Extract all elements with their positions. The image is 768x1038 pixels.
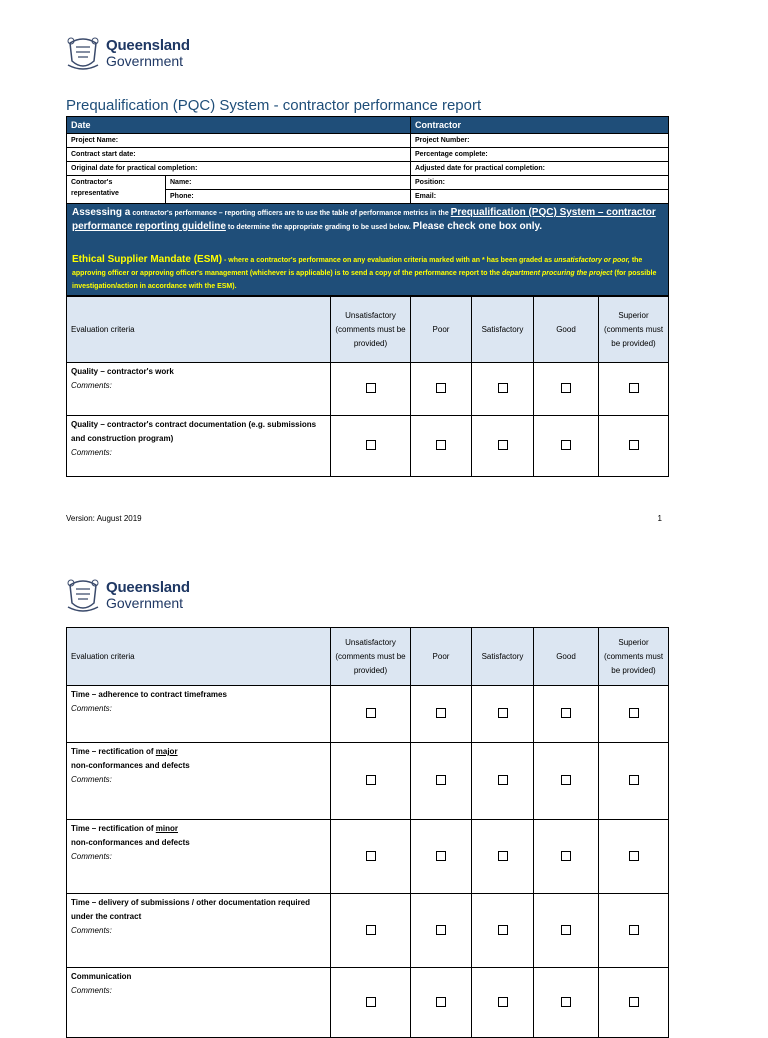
contract-start-field[interactable]: Contract start date:: [67, 148, 411, 162]
checkbox-satisfactory[interactable]: [498, 997, 508, 1007]
logo-line1: Queensland: [106, 579, 190, 596]
col-criteria: Evaluation criteria: [67, 628, 331, 686]
crest-icon: [66, 575, 100, 615]
page-footer: [66, 514, 662, 523]
rep-phone-field[interactable]: Phone:: [166, 190, 411, 204]
checkbox-poor[interactable]: [436, 440, 446, 450]
version-text: Version: August 2019: [66, 514, 142, 523]
comments-field[interactable]: Comments:: [71, 926, 112, 935]
page-number: 1: [657, 514, 662, 523]
criteria-title: Communication: [71, 972, 132, 981]
rep-position-field[interactable]: Position:: [411, 176, 669, 190]
qld-gov-logo: [66, 33, 190, 73]
checkbox-satisfactory[interactable]: [498, 708, 508, 718]
checkbox-superior[interactable]: [629, 775, 639, 785]
checkbox-good[interactable]: [561, 851, 571, 861]
checkbox-superior[interactable]: [629, 997, 639, 1007]
logo-line2: Government: [106, 53, 184, 69]
col-superior: Superior (comments must be provided): [599, 628, 669, 686]
criteria-title: Time – rectification of minor non-conformances and defects: [71, 824, 190, 847]
checkbox-unsatisfactory[interactable]: [366, 440, 376, 450]
checkbox-good[interactable]: [561, 925, 571, 935]
col-satisfactory: Satisfactory: [472, 628, 534, 686]
checkbox-superior[interactable]: [629, 925, 639, 935]
checkbox-unsatisfactory[interactable]: [366, 851, 376, 861]
col-criteria: Evaluation criteria: [67, 297, 331, 363]
instructions-box: Assessing a contractor's performance – reporting officers are to use the table of performance metrics in the Prequalification (PQC) System – contractor performance reporting guideline to determine the appropriate grading to be used below. Please check one box only. Ethical Supplier Mandate (ESM) - where a contractor's performance on any evaluation criteria marked with an * has been graded as unsatisfactory or poor, the approving officer or approving officer's management (whichever is applicable) is to send a copy of the performance report to the department procuring the project (for possible investigation/action in accordance with the ESM).: [67, 204, 669, 296]
evaluation-table-2: [66, 627, 669, 1038]
checkbox-poor[interactable]: [436, 383, 446, 393]
comments-field[interactable]: Comments:: [71, 852, 112, 861]
checkbox-superior[interactable]: [629, 440, 639, 450]
qld-gov-logo: [66, 575, 190, 615]
table-row: [67, 820, 669, 894]
table-row: [67, 686, 669, 743]
criteria-title: Quality – contractor's contract documentation (e.g. submissions and construction program): [71, 420, 317, 443]
project-details-table: [66, 116, 669, 296]
evaluation-table-1: [66, 296, 669, 477]
comments-field[interactable]: Comments:: [71, 704, 112, 713]
percentage-complete-field[interactable]: Percentage complete:: [411, 148, 669, 162]
col-unsatisfactory: Unsatisfactory (comments must be provided): [331, 628, 411, 686]
rep-name-field[interactable]: Name:: [166, 176, 411, 190]
adjusted-date-field[interactable]: Adjusted date for practical completion:: [411, 162, 669, 176]
crest-icon: [66, 33, 100, 73]
comments-field[interactable]: Comments:: [71, 986, 112, 995]
checkbox-unsatisfactory[interactable]: [366, 925, 376, 935]
table-row: [67, 743, 669, 820]
criteria-title: Time – rectification of major non-conformances and defects: [71, 747, 190, 770]
checkbox-satisfactory[interactable]: [498, 383, 508, 393]
comments-field[interactable]: Comments:: [71, 381, 112, 390]
project-number-field[interactable]: Project Number:: [411, 134, 669, 148]
comments-field[interactable]: Comments:: [71, 448, 112, 457]
checkbox-good[interactable]: [561, 708, 571, 718]
checkbox-poor[interactable]: [436, 997, 446, 1007]
checkbox-satisfactory[interactable]: [498, 851, 508, 861]
col-poor: Poor: [411, 297, 472, 363]
checkbox-unsatisfactory[interactable]: [366, 383, 376, 393]
checkbox-unsatisfactory[interactable]: [366, 997, 376, 1007]
col-superior: Superior (comments must be provided): [599, 297, 669, 363]
checkbox-satisfactory[interactable]: [498, 925, 508, 935]
date-field[interactable]: Date: [67, 117, 411, 134]
rep-email-field[interactable]: Email:: [411, 190, 669, 204]
checkbox-superior[interactable]: [629, 851, 639, 861]
checkbox-poor[interactable]: [436, 851, 446, 861]
comments-field[interactable]: Comments:: [71, 775, 112, 784]
table-row: [67, 416, 669, 477]
criteria-title: Time – adherence to contract timeframes: [71, 690, 227, 699]
col-satisfactory: Satisfactory: [472, 297, 534, 363]
checkbox-good[interactable]: [561, 383, 571, 393]
checkbox-good[interactable]: [561, 997, 571, 1007]
checkbox-superior[interactable]: [629, 708, 639, 718]
original-date-field[interactable]: Original date for practical completion:: [67, 162, 411, 176]
checkbox-poor[interactable]: [436, 775, 446, 785]
col-poor: Poor: [411, 628, 472, 686]
checkbox-satisfactory[interactable]: [498, 440, 508, 450]
checkbox-good[interactable]: [561, 775, 571, 785]
criteria-title: Quality – contractor's work: [71, 367, 174, 376]
table-row: [67, 894, 669, 968]
checkbox-unsatisfactory[interactable]: [366, 708, 376, 718]
table-row: [67, 968, 669, 1038]
logo-line1: Queensland: [106, 37, 190, 54]
contractor-field[interactable]: Contractor: [411, 117, 669, 134]
contractor-rep-label: Contractor's representative: [67, 176, 166, 204]
guideline-link[interactable]: Prequalification (PQC) System – contractor performance reporting guideline: [72, 207, 656, 232]
col-good: Good: [534, 297, 599, 363]
logo-line2: Government: [106, 595, 184, 611]
table-row: [67, 363, 669, 416]
checkbox-satisfactory[interactable]: [498, 775, 508, 785]
criteria-title: Time – delivery of submissions / other documentation required under the contract: [71, 898, 311, 921]
checkbox-unsatisfactory[interactable]: [366, 775, 376, 785]
project-name-field[interactable]: Project Name:: [67, 134, 411, 148]
checkbox-superior[interactable]: [629, 383, 639, 393]
checkbox-good[interactable]: [561, 440, 571, 450]
checkbox-poor[interactable]: [436, 925, 446, 935]
col-good: Good: [534, 628, 599, 686]
checkbox-poor[interactable]: [436, 708, 446, 718]
document-title: Prequalification (PQC) System - contractor performance report: [66, 97, 482, 114]
col-unsatisfactory: Unsatisfactory (comments must be provided): [331, 297, 411, 363]
